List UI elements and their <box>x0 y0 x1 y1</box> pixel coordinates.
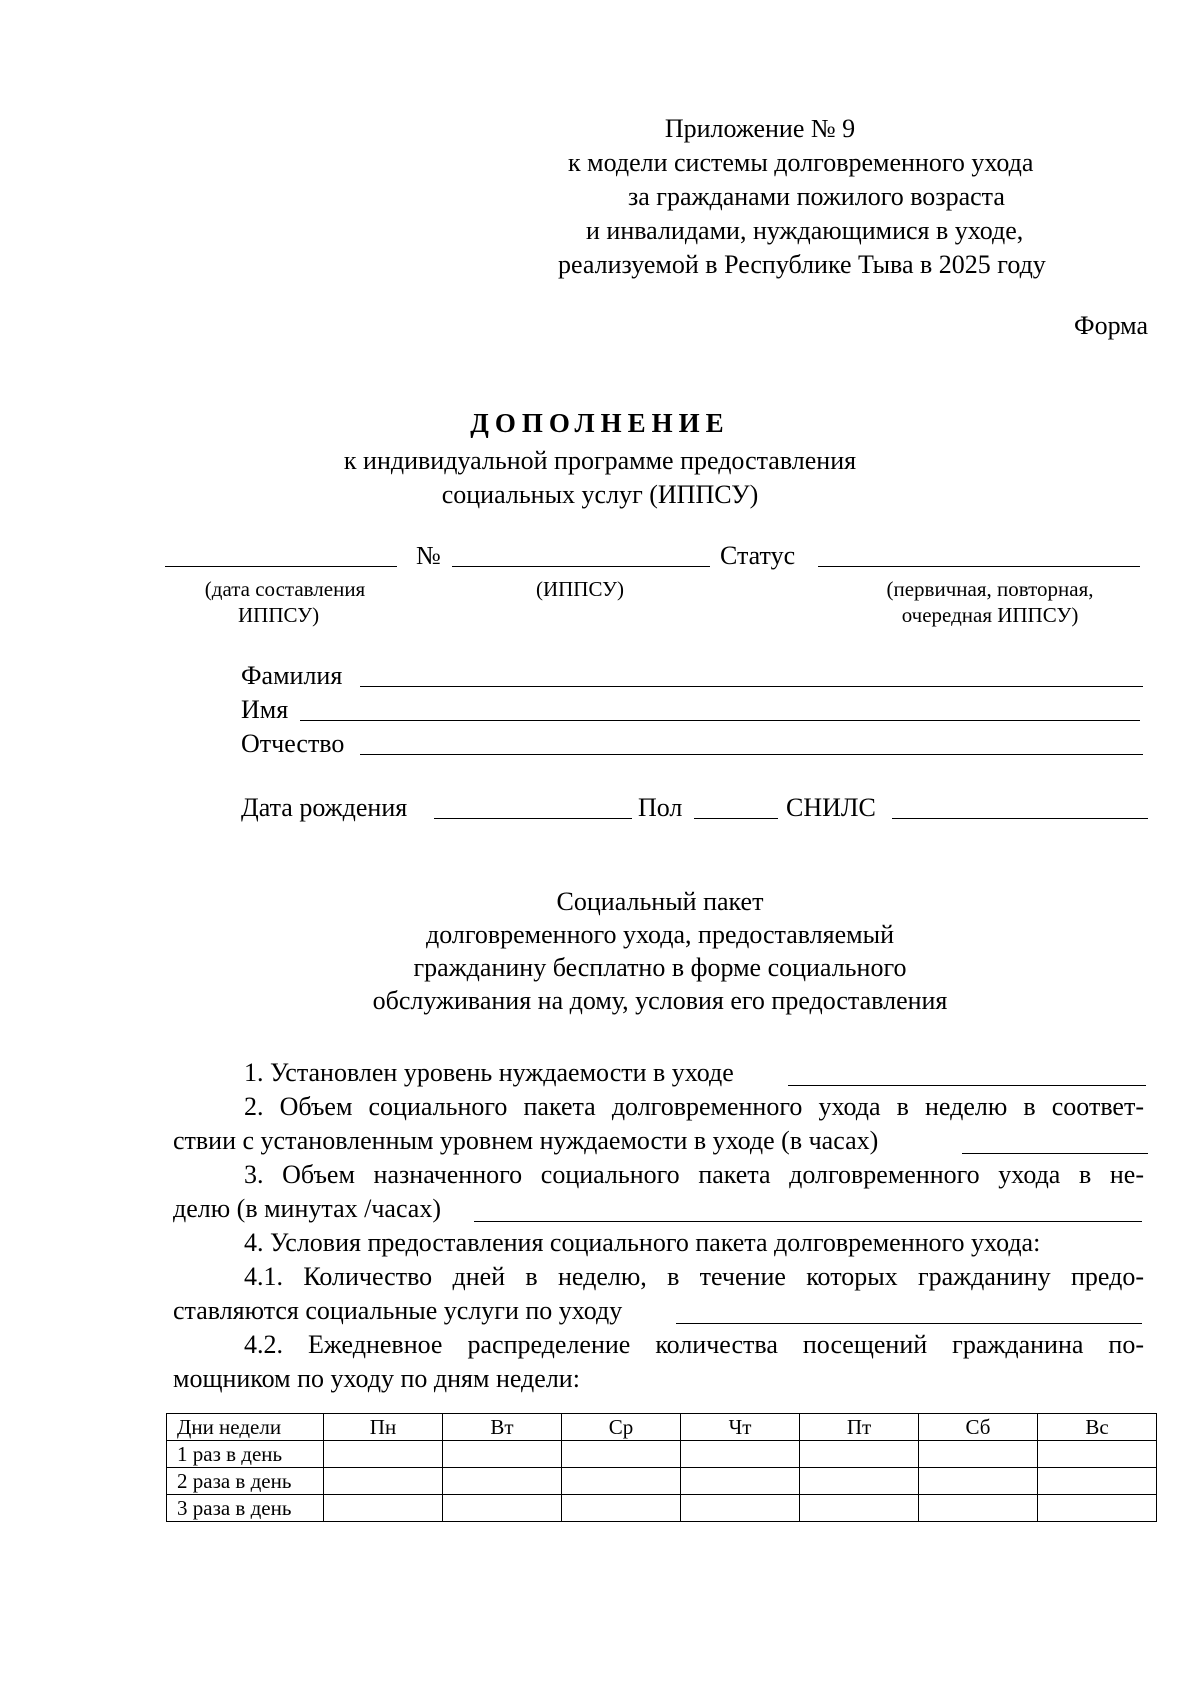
table-cell[interactable] <box>562 1495 681 1522</box>
caption-line: ИППСУ) <box>238 603 320 627</box>
package-heading <box>300 885 1020 1017</box>
item-4-2-line-2: мощником по уходу по дням недели: <box>173 1364 580 1393</box>
table-header-cell: Вс <box>1038 1414 1157 1441</box>
subtitle-line: к индивидуальной программе предоставления <box>343 446 857 475</box>
table-row-label: 2 раза в день <box>167 1468 324 1495</box>
status-field[interactable] <box>818 566 1140 567</box>
birthdate-field[interactable] <box>434 818 632 819</box>
table-header-cell: Ср <box>562 1414 681 1441</box>
package-heading-line: гражданину бесплатно в форме социального <box>413 953 907 982</box>
table-cell[interactable] <box>562 1441 681 1468</box>
weekly-hours-field[interactable] <box>962 1153 1148 1154</box>
item-4: 4. Условия предоставления социального пакета долговременного ухода: <box>244 1228 1041 1257</box>
caption-line: (первичная, повторная, <box>886 577 1094 601</box>
table-cell[interactable] <box>800 1468 919 1495</box>
item-4-1-line-2: ставляются социальные услуги по уходу <box>173 1296 623 1325</box>
date-caption <box>170 576 400 628</box>
table-header-cell: Пт <box>800 1414 919 1441</box>
item-3-line-1: 3. Объем назначенного социального пакета долговременного ухода в не- <box>244 1160 1144 1189</box>
surname-label: Фамилия <box>241 661 343 690</box>
name-field[interactable] <box>300 720 1140 721</box>
table-row <box>167 1495 1157 1522</box>
subtitle-line: социальных услуг (ИППСУ) <box>441 480 759 509</box>
table-row-label: 1 раз в день <box>167 1441 324 1468</box>
number-caption: (ИППСУ) <box>535 577 625 601</box>
annex-header <box>560 112 1160 282</box>
surname-field[interactable] <box>360 686 1143 687</box>
table-cell[interactable] <box>800 1495 919 1522</box>
table-cell[interactable] <box>1038 1495 1157 1522</box>
table-cell[interactable] <box>324 1441 443 1468</box>
item-2-line-2: ствии с установленным уровнем нуждаемости в уходе (в часах) <box>173 1126 879 1155</box>
document-title: ДОПОЛНЕНИЕ <box>470 408 730 438</box>
table-row <box>167 1441 1157 1468</box>
annex-line: за гражданами пожилого возраста <box>628 182 1005 211</box>
annex-line: и инвалидами, нуждающимися в уходе, <box>586 216 1024 245</box>
table-cell[interactable] <box>1038 1468 1157 1495</box>
name-label: Имя <box>241 695 289 724</box>
table-row <box>167 1468 1157 1495</box>
caption-line: очередная ИППСУ) <box>901 603 1079 627</box>
assigned-volume-field[interactable] <box>474 1221 1142 1222</box>
number-sign: № <box>416 541 441 570</box>
table-cell[interactable] <box>919 1468 1038 1495</box>
table-header-cell: Сб <box>919 1414 1038 1441</box>
annex-line: Приложение № 9 <box>664 114 856 143</box>
table-cell[interactable] <box>324 1468 443 1495</box>
status-caption <box>850 576 1130 628</box>
table-cell[interactable] <box>324 1495 443 1522</box>
table-header-cell: Пн <box>324 1414 443 1441</box>
date-field[interactable] <box>165 566 397 567</box>
patronymic-field[interactable] <box>360 754 1143 755</box>
table-header-row <box>167 1414 1157 1441</box>
table-cell[interactable] <box>919 1441 1038 1468</box>
sex-field[interactable] <box>694 818 778 819</box>
status-label: Статус <box>720 541 796 570</box>
table-cell[interactable] <box>1038 1441 1157 1468</box>
table-cell[interactable] <box>681 1495 800 1522</box>
form-label: Форма <box>1074 311 1148 340</box>
need-level-field[interactable] <box>788 1085 1146 1086</box>
table-cell[interactable] <box>800 1441 919 1468</box>
weekly-visits-table <box>166 1413 1157 1522</box>
table-row-label: 3 раза в день <box>167 1495 324 1522</box>
item-1: 1. Установлен уровень нуждаемости в уходе <box>244 1058 734 1087</box>
table-header-cell: Дни недели <box>167 1414 324 1441</box>
package-heading-line: обслуживания на дому, условия его предоставления <box>372 986 948 1015</box>
table-cell[interactable] <box>443 1495 562 1522</box>
table-header-cell: Чт <box>681 1414 800 1441</box>
snils-label: СНИЛС <box>786 793 876 822</box>
package-heading-line: долговременного ухода, предоставляемый <box>425 920 895 949</box>
item-3-line-2: делю (в минутах /часах) <box>173 1194 441 1223</box>
table-cell[interactable] <box>681 1441 800 1468</box>
table-cell[interactable] <box>919 1495 1038 1522</box>
table-header-cell: Вт <box>443 1414 562 1441</box>
item-2-line-1: 2. Объем социального пакета долговременного ухода в неделю в соответ- <box>244 1092 1144 1121</box>
annex-line: реализуемой в Республике Тыва в 2025 году <box>558 250 1046 279</box>
table-cell[interactable] <box>562 1468 681 1495</box>
table-cell[interactable] <box>443 1441 562 1468</box>
table-cell[interactable] <box>443 1468 562 1495</box>
sex-label: Пол <box>638 793 683 822</box>
table-cell[interactable] <box>681 1468 800 1495</box>
snils-field[interactable] <box>892 818 1148 819</box>
package-heading-line: Социальный пакет <box>556 887 764 916</box>
annex-line: к модели системы долговременного ухода <box>568 148 1034 177</box>
caption-line: (дата составления <box>204 577 366 601</box>
item-4-1-line-1: 4.1. Количество дней в неделю, в течение которых гражданину предо- <box>244 1262 1144 1291</box>
item-4-2-line-1: 4.2. Ежедневное распределение количества посещений гражданина по- <box>244 1330 1144 1359</box>
document-subtitle <box>300 444 900 512</box>
ippsu-number-field[interactable] <box>452 566 710 567</box>
patronymic-label: Отчество <box>241 729 345 758</box>
birthdate-label: Дата рождения <box>241 793 408 822</box>
days-per-week-field[interactable] <box>676 1323 1142 1324</box>
